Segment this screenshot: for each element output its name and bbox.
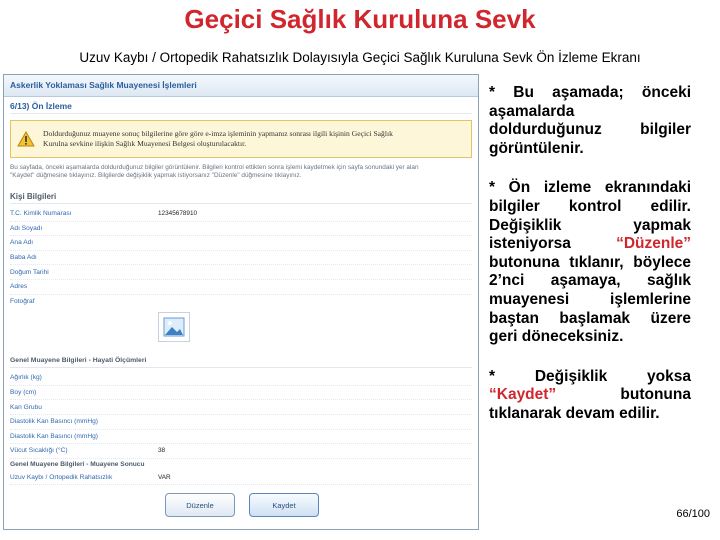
edit-button[interactable]: Düzenle xyxy=(165,493,235,517)
info-row xyxy=(10,236,472,251)
row-label: Kan Grubu xyxy=(10,403,42,411)
step-title: 6/13) Ön İzleme xyxy=(10,101,472,114)
page-number: 66/100 xyxy=(676,508,710,520)
info-row xyxy=(10,444,472,459)
info-row xyxy=(10,295,472,310)
save-button[interactable]: Kaydet xyxy=(249,493,319,517)
row-label: Diastolik Kan Basıncı (mmHg) xyxy=(10,432,98,440)
row-label: Ağırlık (kg) xyxy=(10,374,42,382)
row-label: Fotoğraf xyxy=(10,298,35,306)
info-line: Bu sayfada, önceki aşamalarda doldurduğunuz bilgiler görüntülenir. Bilgileri kontrol ettikten sonra işlemi kaydetmek için sayfa sonundaki yer alan xyxy=(10,164,419,171)
warning-box xyxy=(10,120,472,158)
vitals-list xyxy=(10,371,472,459)
row-value: 38 xyxy=(158,447,166,455)
note-2-text: butonuna tıklanır, böylece 2’nci aşamaya, sağlık muayenesi işlemlerine baştan başlamak üzere geri döneceksiniz. xyxy=(489,253,691,346)
info-row xyxy=(10,222,472,237)
info-row xyxy=(10,400,472,415)
result-list xyxy=(10,471,472,486)
info-row xyxy=(10,251,472,266)
notes-panel xyxy=(489,84,691,445)
result-section-title: Genel Muayene Bilgileri - Muayene Sonucu xyxy=(10,460,145,468)
row-label: Uzuv Kaybı / Ortopedik Rahatsızlık xyxy=(10,474,113,482)
screenshot-panel xyxy=(3,74,479,530)
row-label: Adres xyxy=(10,283,28,291)
info-row xyxy=(10,280,472,295)
info-row xyxy=(10,386,472,401)
note-3-highlight: “Kaydet” xyxy=(489,386,557,404)
row-label: Adı Soyadı xyxy=(10,224,43,232)
info-row xyxy=(10,471,472,486)
info-row xyxy=(10,265,472,280)
row-label: Ana Adı xyxy=(10,239,34,247)
action-buttons xyxy=(4,493,479,517)
warning-icon xyxy=(17,131,35,147)
row-label: Boy (cm) xyxy=(10,389,37,397)
row-label: Diastolik Kan Basıncı (mmHg) xyxy=(10,418,98,426)
vitals-section-title: Genel Muayene Bilgileri - Hayati Ölçümleri xyxy=(10,357,472,368)
note-3 xyxy=(489,368,691,424)
row-label: Vücut Sıcaklığı (°C) xyxy=(10,447,68,455)
photo-placeholder-icon xyxy=(158,312,190,342)
note-3-text: butonuna tıklanarak devam edilir. xyxy=(489,386,691,422)
warning-line: Kurulna sevkine ilişkin Sağlık Muayenesi Belgesi oluşturulacaktır. xyxy=(43,139,247,148)
note-1: * Bu aşamada; önceki aşamalarda doldurduğunuz bilgiler görüntülenir. xyxy=(489,84,691,157)
info-line: "Kaydet" düğmesine tıklayınız. Bilgilerde değişiklik yapmak istiyorsanız "Düzenle" düğmesine tıklayınız. xyxy=(10,172,302,179)
info-row xyxy=(10,430,472,445)
row-value: VAR xyxy=(158,474,171,482)
note-3-text: * Değişiklik yoksa xyxy=(489,367,691,385)
panel-header: Askerlik Yoklaması Sağlık Muayenesi İşlemleri xyxy=(4,75,478,97)
info-row xyxy=(10,415,472,430)
slide-title: Geçici Sağlık Kuruluna Sevk xyxy=(184,4,536,34)
warning-line: Doldurduğunuz muayene sonuç bilgilerine göre göre e-imza işleminin yapmanız sonrası ilgili kişinin Geçici Sağlık xyxy=(43,129,393,138)
row-label: Doğum Tarihi xyxy=(10,268,49,276)
personal-section-title: Kişi Bilgileri xyxy=(10,192,472,204)
row-label: Baba Adı xyxy=(10,254,37,262)
row-label: T.C. Kimlik Numarası xyxy=(10,210,72,218)
info-row xyxy=(10,371,472,386)
warning-text xyxy=(43,129,393,149)
row-value: 12345678910 xyxy=(158,210,198,218)
info-text xyxy=(10,164,472,180)
note-2-highlight: “Düzenle” xyxy=(616,235,691,253)
photo-row xyxy=(10,309,472,353)
personal-info-list xyxy=(10,207,472,353)
slide-subtitle: Uzuv Kaybı / Ortopedik Rahatsızlık Dolayısıyla Geçici Sağlık Kuruluna Sevk Ön İzleme Ekranı xyxy=(79,50,641,65)
note-2 xyxy=(489,179,691,346)
info-row xyxy=(10,207,472,222)
note-2-text: * Ön izleme ekranındaki bilgiler kontrol edilir. Değişiklik yapmak isteniyorsa xyxy=(489,179,691,253)
